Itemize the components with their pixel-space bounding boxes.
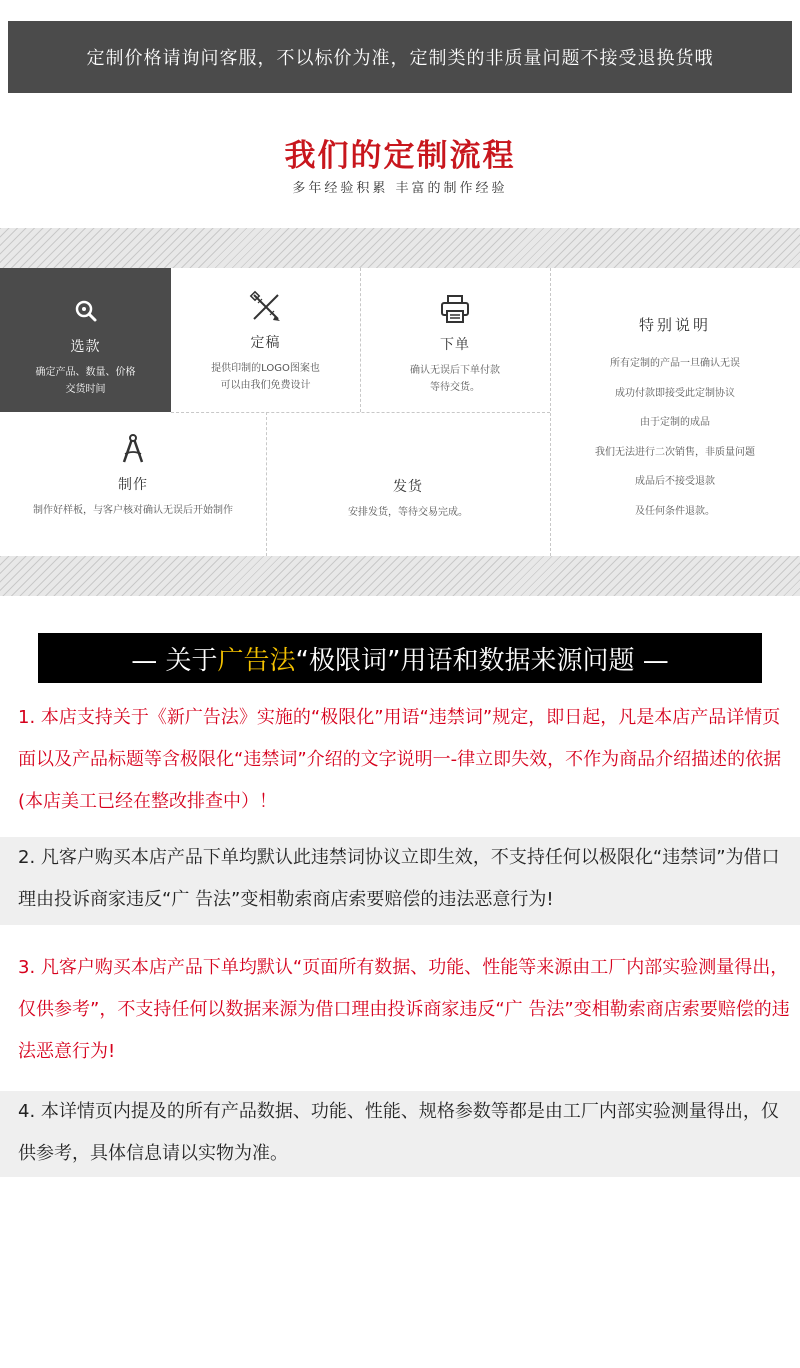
grid-divider [550, 268, 551, 556]
special-note-line: 成品后不接受退款 [635, 476, 715, 487]
process-title: 我们的定制流程 [284, 138, 516, 174]
special-note-lines [595, 349, 755, 526]
ad-law-banner [38, 633, 762, 683]
special-note [550, 268, 800, 556]
design-tools-icon [249, 290, 283, 324]
step-title: 下单 [440, 337, 470, 353]
step-desc: 提供印制的LOGO图案也 可以由我们免费设计 [211, 363, 320, 391]
step-desc: 确定产品、数量、价格 交货时间 [35, 367, 136, 395]
special-note-line: 所有定制的产品一旦确认无误 [610, 358, 740, 369]
step-title: 定稿 [250, 335, 281, 351]
notice-text: 定制价格请询问客服，不以标价为准，定制类的非质量问题不接受退换货哦 [86, 48, 714, 69]
step-finalize-design [171, 268, 360, 412]
grid-divider [266, 412, 267, 556]
notice-bar [8, 21, 792, 93]
stripe-band-bottom [0, 556, 800, 596]
process-grid [0, 268, 800, 556]
step-production [0, 412, 266, 556]
search-icon [69, 294, 103, 328]
stripe-band-top [0, 228, 800, 268]
policy-paragraph-2: 2. 凡客户购买本店产品下单均默认此违禁词协议立即生效，不支持任何以极限化“违禁词”为借口理由投诉商家违反“广 告法”变相勒索商店索要赔偿的违法恶意行为! [0, 837, 800, 925]
compass-icon [116, 432, 150, 466]
step-shipping [266, 412, 550, 556]
step-place-order [360, 268, 550, 412]
policy-paragraph-4: 4. 本详情页内提及的所有产品数据、功能、性能、规格参数等都是由工厂内部实验测量得出，仅供参考，具体信息请以实物为准。 [0, 1091, 800, 1177]
step-desc: 制作好样板，与客户核对确认无误后开始制作 [33, 505, 233, 516]
banner-suffix: 用语和数据来源问题 — [400, 645, 669, 676]
step-select-style [0, 268, 171, 412]
step-title: 发货 [393, 479, 423, 495]
special-note-line: 成功付款即接受此定制协议 [615, 387, 735, 399]
banner-middle: “极限词” [295, 645, 401, 676]
special-note-line: 及任何条件退款。 [635, 505, 715, 517]
special-note-title: 特别说明 [638, 316, 711, 334]
special-note-line: 由于定制的成品 [640, 417, 710, 428]
step-title: 制作 [118, 477, 148, 493]
step-title: 选款 [70, 339, 101, 355]
policy-paragraph-3: 3. 凡客户购买本店产品下单均默认“页面所有数据、功能、性能等来源由工厂内部实验测量得出，仅供参考”，不支持任何以数据来源为借口理由投诉商家违反“广 告法”变相勒索商店索要赔偿的违法恶意行为! [18, 957, 790, 1062]
policy-paragraph-1: 1. 本店支持关于《新广告法》实施的“极限化”用语“违禁词”规定，即日起，凡是本店产品详情页面以及产品标题等含极限化“违禁词”介绍的文字说明一-律立即失效，不作为商品介绍描述的依据(本店美工已经在整改排查中）！ [18, 707, 782, 812]
step-desc: 安排发货，等待交易完成。 [348, 507, 468, 518]
step-desc: 确认无误后下单付款 等待交货。 [410, 365, 500, 393]
banner-prefix: — 关于 [131, 645, 218, 676]
grid-divider [171, 412, 550, 413]
grid-divider [360, 268, 361, 412]
banner-highlight: 广告法 [217, 645, 296, 676]
special-note-line: 我们无法进行二次销售，非质量问题 [595, 446, 755, 458]
process-subtitle: 多年经验积累 丰富的制作经验 [292, 181, 508, 196]
printer-icon [438, 292, 472, 326]
